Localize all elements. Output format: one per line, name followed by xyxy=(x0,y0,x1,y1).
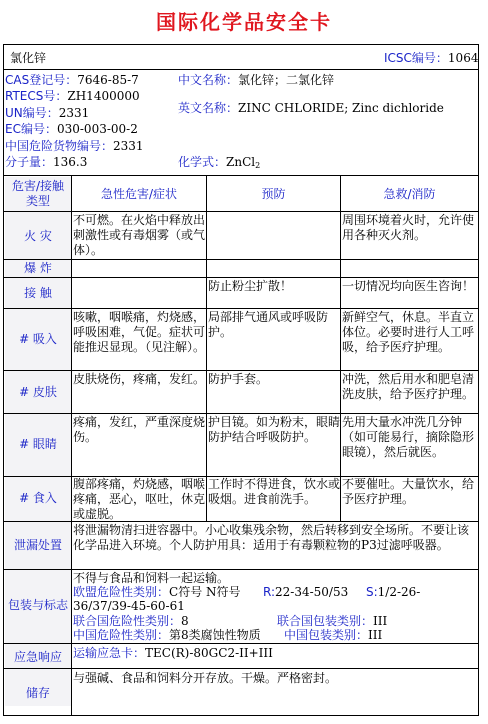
row-label-contact: 接 触 xyxy=(24,286,52,300)
un-hazard-class xyxy=(73,614,189,629)
col-header-hazard: 急性危害/症状 xyxy=(100,187,178,201)
en-name-value: ZINC CHLORIDE; Zinc dichloride xyxy=(238,101,444,115)
rtecs-value: ZH1400000 xyxy=(67,89,140,103)
chemical-formula xyxy=(178,155,260,173)
china-dangerous-goods-number xyxy=(5,139,144,154)
ingestion-firstaid: 不要催吐。大量饮水，给予医疗护理。 xyxy=(342,477,475,506)
eyes-hazard: 疼痛，发红，严重深度烧伤。 xyxy=(73,415,206,444)
row-label-eyes: # 眼睛 xyxy=(19,437,57,451)
packaging-line1: 不得与食品和饲料一起运输。 xyxy=(73,571,230,585)
un-haz-value: 8 xyxy=(181,614,189,628)
cn-name-label: 中文名称： xyxy=(178,73,239,87)
cn-haz-value: 第8类腐蚀性物质 xyxy=(169,628,261,642)
s-phrases-continued: 36/37/39-45-60-61 xyxy=(73,599,185,613)
inhalation-prevention: 局部排气通风或呼吸防护。 xyxy=(208,310,329,339)
emergency-card-label: 运输应急卡： xyxy=(73,646,146,660)
contact-firstaid: 一切情况均向医生咨询！ xyxy=(342,279,475,293)
rtecs-label: RTECS号： xyxy=(5,89,68,103)
cn-packing-group xyxy=(284,628,382,643)
row-label-storage: 储存 xyxy=(25,686,50,700)
un-haz-label: 联合国危险性类别： xyxy=(73,614,182,628)
fire-hazard: 不可燃。在火焰中释放出刺激性或有毒烟雾（或气体）。 xyxy=(73,213,206,257)
icsc-number xyxy=(384,51,478,66)
row-label-ingestion: # 食入 xyxy=(19,491,57,505)
r-label: R: xyxy=(263,585,276,599)
eu-value: C符号 N符号 xyxy=(169,585,241,599)
formula-label: 化学式： xyxy=(178,155,227,169)
row-label-fire: 火 灾 xyxy=(24,229,52,243)
molecular-weight xyxy=(5,155,87,170)
inhalation-hazard: 咳嗽，咽喉痛，灼烧感，呼吸困难，气促。症状可能推迟显现。（见注解）。 xyxy=(73,310,206,354)
mw-value: 136.3 xyxy=(53,155,88,169)
eyes-prevention: 护目镜。如为粉末，眼睛防护结合呼吸防护。 xyxy=(208,415,341,444)
row-label-packaging: 包装与标志 xyxy=(7,598,68,612)
emergency-card xyxy=(73,646,273,661)
cas-value: 7646-85-7 xyxy=(77,73,139,87)
col-header-prevention: 预防 xyxy=(261,187,286,201)
spill-text: 将泄漏物清扫进容器中。小心收集残余物，然后转移到安全场所。不要让该化学品进入环境。个人防护用具：适用于有毒颗粒物的P3过滤呼吸器。 xyxy=(73,523,470,552)
col-header-firstaid: 急救/消防 xyxy=(383,187,436,201)
skin-firstaid: 冲洗，然后用水和肥皂清洗皮肤，给予医疗护理。 xyxy=(342,372,475,401)
chemical-name: 氯化锌 xyxy=(10,51,47,65)
r-value: 22-34-50/53 xyxy=(275,585,349,599)
english-name xyxy=(178,101,444,116)
un-number xyxy=(5,106,89,121)
s-value: 1/2-26- xyxy=(377,585,421,599)
eyes-firstaid: 先用大量水冲洗几分钟（如可能易行，摘除隐形眼镜），然后就医。 xyxy=(342,415,475,459)
fire-firstaid: 周围环境着火时，允许使用各种灭火剂。 xyxy=(342,213,475,242)
contact-prevention: 防止粉尘扩散！ xyxy=(208,279,293,293)
row-label-explosion: 爆 炸 xyxy=(24,261,52,275)
ec-number xyxy=(5,122,138,137)
emergency-card-value: TEC(R)-80GC2-II+III xyxy=(145,646,273,660)
ec-value: 030-003-00-2 xyxy=(56,122,138,136)
formula-sub: 2 xyxy=(255,161,261,170)
cn-pack-label: 中国包装类别： xyxy=(284,628,369,642)
ingestion-hazard: 腹部疼痛，灼烧感，咽喉疼痛，恶心，呕吐，休克或虚脱。 xyxy=(73,477,206,521)
skin-hazard: 皮肤烧伤，疼痛，发红。 xyxy=(73,372,206,386)
r-phrases xyxy=(263,585,348,600)
en-name-label: 英文名称： xyxy=(178,101,239,115)
s-phrases xyxy=(366,585,420,600)
cn-haz-label: 中国危险性类别： xyxy=(73,628,170,642)
un-pack-value: III xyxy=(373,614,388,628)
ec-label: EC编号： xyxy=(5,122,57,136)
cn-hazard-class xyxy=(73,628,261,643)
formula-main: ZnCl xyxy=(226,155,256,169)
un-label: UN编号： xyxy=(5,106,59,120)
skin-prevention: 防护手套。 xyxy=(208,372,269,386)
icsc-label: ICSC编号： xyxy=(384,51,448,65)
page-title: 国际化学品安全卡 xyxy=(156,10,332,34)
row-label-spill: 泄漏处置 xyxy=(13,538,62,552)
cn-pack-value: III xyxy=(368,628,383,642)
eu-hazard-line xyxy=(73,585,241,600)
un-pack-label: 联合国包装类别： xyxy=(277,614,374,628)
cn-label: 中国危险货物编号： xyxy=(5,139,114,153)
row-label-emergency: 应急响应 xyxy=(13,650,62,664)
icsc-value: 1064 xyxy=(447,51,479,65)
ingestion-prevention: 工作时不得进食，饮水或吸烟。进食前洗手。 xyxy=(208,477,341,506)
s-label: S: xyxy=(366,585,378,599)
cas-number xyxy=(5,73,139,88)
row-label-skin: # 皮肤 xyxy=(19,385,57,399)
cas-label: CAS登记号： xyxy=(5,73,78,87)
mw-label: 分子量： xyxy=(5,155,54,169)
un-packing-group xyxy=(277,614,387,629)
storage-text: 与强碱、食品和饲料分开存放。干燥。严格密封。 xyxy=(73,671,338,685)
eu-label: 欧盟危险性类别： xyxy=(73,585,170,599)
rtecs-number xyxy=(5,89,140,104)
chinese-name xyxy=(178,73,334,88)
col-header-type: 危害/接触类型 xyxy=(11,179,65,208)
cn-name-value: 氯化锌；二氯化锌 xyxy=(238,73,335,87)
cn-value: 2331 xyxy=(113,139,144,153)
inhalation-firstaid: 新鲜空气，休息。半直立体位。必要时进行人工呼吸，给予医疗护理。 xyxy=(342,310,475,354)
un-value: 2331 xyxy=(58,106,90,120)
row-label-inhalation: # 吸入 xyxy=(19,332,57,346)
